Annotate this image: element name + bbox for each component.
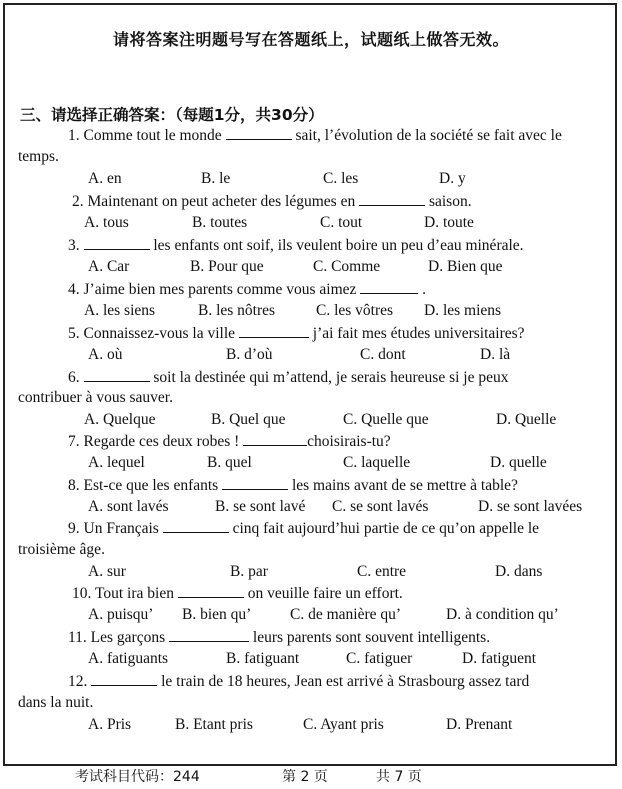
option-a: A. Car — [88, 258, 130, 275]
question-text: les mains avant de se mettre à table? — [288, 477, 518, 494]
option-a: A. en — [88, 170, 122, 187]
question-text: saison. — [425, 193, 472, 210]
answer-blank — [243, 432, 307, 446]
question-9-cont: troisième âge. — [18, 541, 105, 558]
question-11 — [68, 628, 490, 647]
answer-blank — [91, 672, 157, 686]
option-c: C. les vôtres — [316, 302, 394, 319]
question-2 — [72, 192, 472, 211]
answer-blank — [178, 584, 244, 598]
subject-code: 考试科目代码：244 — [75, 769, 200, 785]
page-number: 第 2 页 — [282, 769, 328, 785]
question-12-cont: dans la nuit. — [18, 694, 94, 711]
question-text: 11. Les garçons — [68, 629, 170, 646]
answer-blank — [84, 368, 150, 382]
question-text: soit la destinée qui m’attend, je serais heureuse si je peux — [149, 369, 509, 386]
option-c: C. de manière qu’ — [290, 606, 402, 623]
option-a: A. sont lavés — [88, 498, 169, 515]
question-text: 7. Regarde ces deux robes ! — [68, 433, 244, 450]
question-text: sait, l’évolution de la société se fait avec le — [291, 127, 562, 144]
question-text: 4. J’aime bien mes parents comme vous aimez — [68, 281, 361, 298]
question-text: 3. — [68, 237, 84, 254]
answer-blank — [163, 519, 229, 533]
question-1-cont: temps. — [18, 148, 59, 165]
option-c: C. Quelle que — [343, 411, 429, 428]
question-text: le train de 18 heures, Jean est arrivé à Strasbourg assez tard — [157, 673, 530, 690]
question-9 — [68, 519, 539, 538]
option-d: D. dans — [495, 563, 543, 580]
question-text: les enfants ont soif, ils veulent boire un peu d’eau minérale. — [149, 237, 524, 254]
option-b: B. les nôtres — [198, 302, 276, 319]
question-text: 10. Tout ira bien — [72, 585, 178, 602]
option-a: A. où — [88, 346, 123, 363]
question-text: leurs parents sont souvent intelligents. — [249, 629, 491, 646]
option-c: C. se sont lavés — [332, 498, 429, 515]
answer-blank — [359, 192, 425, 206]
answer-blank — [84, 236, 150, 250]
question-text: 12. — [68, 673, 92, 690]
question-text: choisirais-tu? — [307, 433, 391, 450]
question-4 — [68, 280, 426, 299]
question-text: 8. Est-ce que les enfants — [68, 477, 223, 494]
answer-blank — [239, 324, 309, 338]
option-b: B. d’où — [226, 346, 273, 363]
option-c: C. entre — [357, 563, 407, 580]
option-d: D. y — [439, 170, 466, 187]
option-c: C. Comme — [313, 258, 381, 275]
option-b: B. par — [230, 563, 268, 580]
question-6 — [68, 368, 508, 387]
option-c: C. Ayant pris — [303, 716, 384, 733]
option-b: B. Quel que — [211, 411, 286, 428]
option-a: A. tous — [84, 214, 129, 231]
option-d: D. fatiguent — [462, 650, 537, 667]
question-10 — [72, 584, 403, 603]
option-a: A. Quelque — [84, 411, 156, 428]
option-d: D. Quelle — [496, 411, 557, 428]
question-7 — [68, 432, 391, 451]
total-pages: 共 7 页 — [376, 769, 422, 785]
answer-blank — [360, 280, 418, 294]
question-text: on veuille faire un effort. — [243, 585, 403, 602]
option-c: C. les — [323, 170, 359, 187]
option-d: D. à condition qu’ — [446, 606, 559, 623]
option-b: B. Pour que — [190, 258, 264, 275]
question-8 — [68, 476, 518, 495]
option-d: D. les miens — [424, 302, 502, 319]
question-text: cinq fait aujourd’hui partie de ce qu’on appelle le — [228, 520, 540, 537]
option-c: C. laquelle — [343, 454, 411, 471]
question-text: j’ai fait mes études universitaires? — [308, 325, 525, 342]
option-b: B. bien qu’ — [182, 606, 252, 623]
option-d: D. Prenant — [446, 716, 513, 733]
answer-blank — [222, 476, 288, 490]
option-a: A. puisqu’ — [88, 606, 154, 623]
option-d: D. toute — [424, 214, 474, 231]
option-d: D. se sont lavées — [478, 498, 583, 515]
exam-notice: 请将答案注明题号写在答题纸上，试题纸上做答无效。 — [112, 30, 509, 49]
answer-blank — [169, 628, 249, 642]
question-12 — [68, 672, 529, 691]
option-b: B. quel — [207, 454, 252, 471]
option-a: A. sur — [88, 563, 126, 580]
option-a: A. les siens — [84, 302, 156, 319]
option-d: D. quelle — [490, 454, 547, 471]
option-a: A. lequel — [88, 454, 145, 471]
option-b: B. fatiguant — [226, 650, 300, 667]
question-3 — [68, 236, 524, 255]
question-text: 5. Connaissez-vous la ville — [68, 325, 239, 342]
option-b: B. le — [201, 170, 231, 187]
question-text: . — [418, 281, 427, 298]
question-text: 2. Maintenant on peut acheter des légumes en — [72, 193, 360, 210]
option-b: B. se sont lavé — [215, 498, 306, 515]
option-d: D. Bien que — [428, 258, 503, 275]
option-b: B. toutes — [192, 214, 248, 231]
option-d: D. là — [480, 346, 511, 363]
answer-blank — [226, 126, 292, 140]
option-a: A. fatiguants — [88, 650, 169, 667]
question-text: 1. Comme tout le monde — [68, 127, 226, 144]
option-b: B. Etant pris — [175, 716, 253, 733]
question-1 — [68, 126, 562, 145]
option-c: C. tout — [320, 214, 363, 231]
question-text: 9. Un Français — [68, 520, 163, 537]
option-c: C. fatiguer — [346, 650, 413, 667]
option-c: C. dont — [360, 346, 406, 363]
question-text: 6. — [68, 369, 84, 386]
question-6-cont: contribuer à vous sauver. — [18, 389, 173, 406]
option-a: A. Pris — [88, 716, 132, 733]
section-title: 三、请选择正确答案：（每题1分，共30分） — [20, 106, 324, 124]
question-5 — [68, 324, 525, 343]
